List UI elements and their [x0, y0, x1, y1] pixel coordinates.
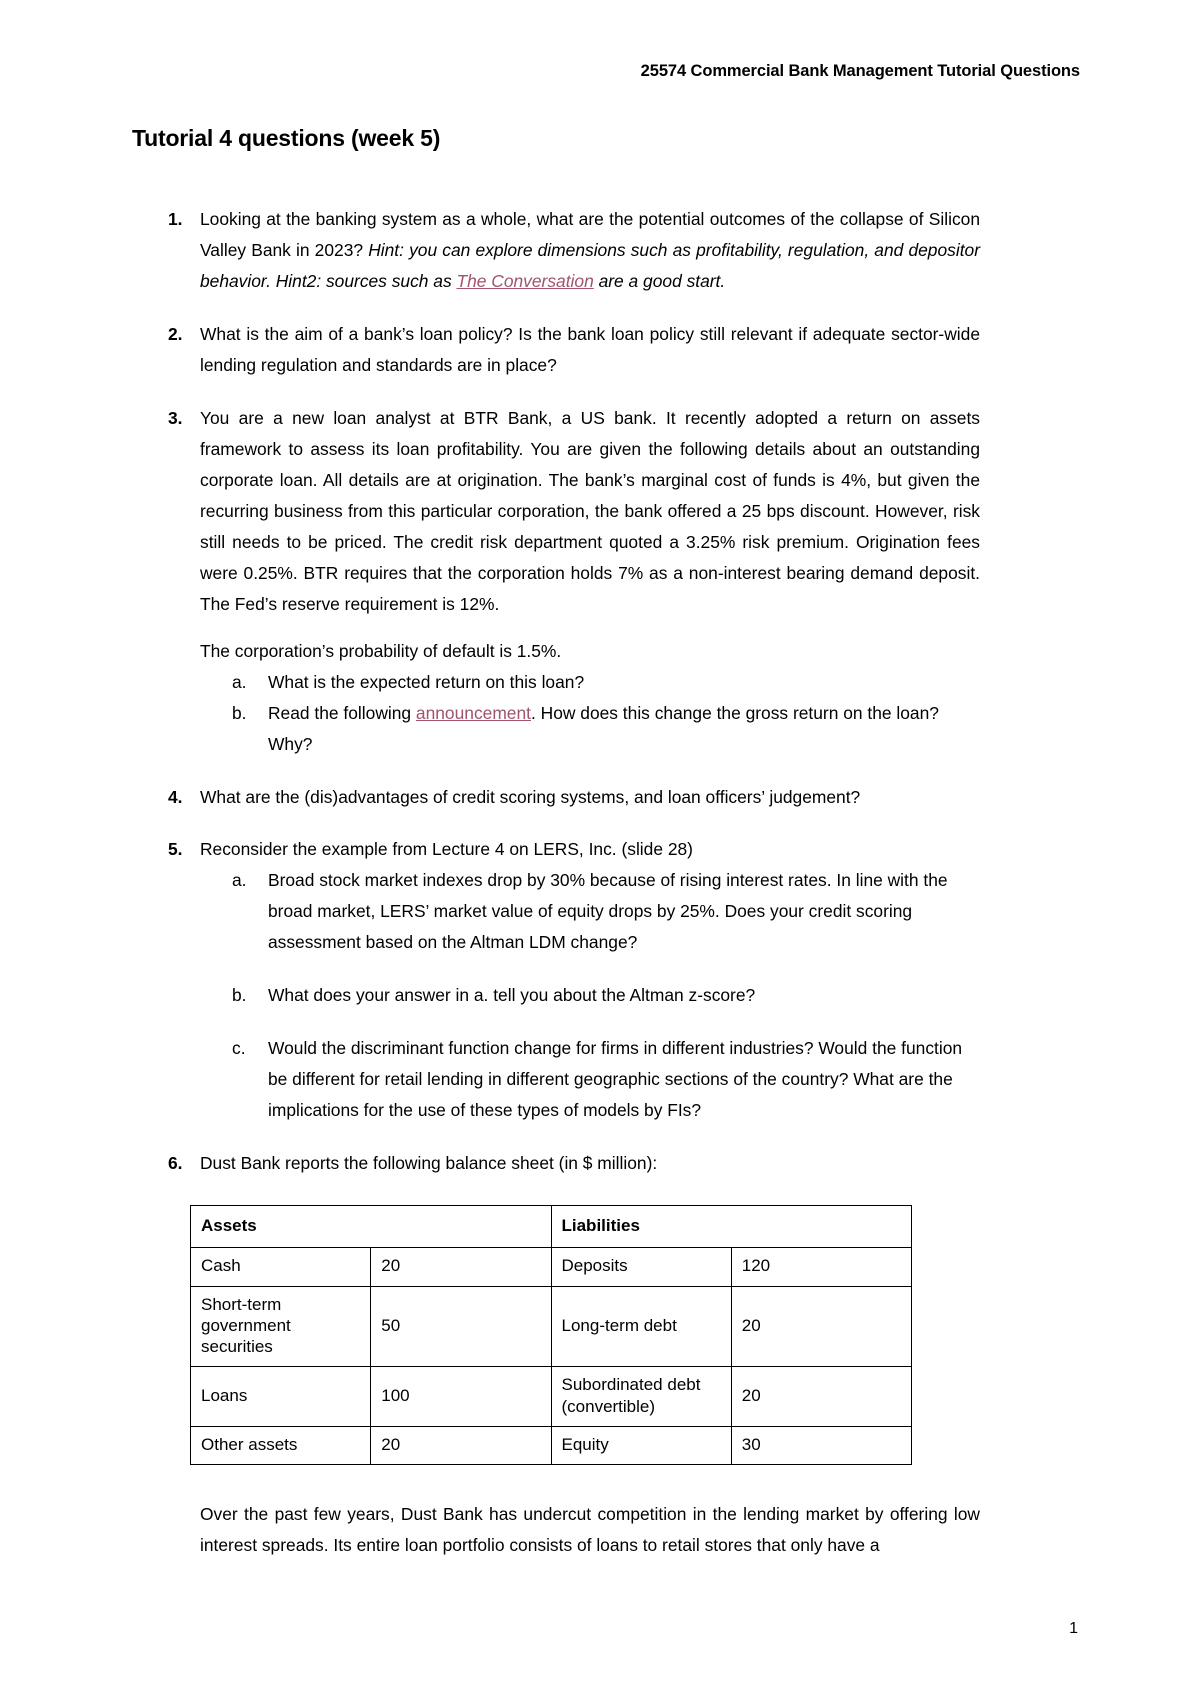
cell-liability-name: Deposits — [551, 1248, 731, 1286]
page-title: Tutorial 4 questions (week 5) — [132, 125, 441, 151]
sub-text-a: What is the expected return on this loan? — [268, 671, 585, 692]
question-list — [132, 204, 980, 1179]
question-number-2: 2. — [168, 323, 183, 344]
question-3-followup: The corporation’s probability of default is 1.5%. — [200, 640, 562, 661]
table-header-row — [191, 1206, 912, 1248]
question-text-3: You are a new loan analyst at BTR Bank, a US bank. It recently adopted a return on assets framework to assess its loan profitability. You are given the following details about an outstanding corporate loan. All details are at origination. The bank’s marginal cost of funds is 4%, but given the recurring business from this particular corporation, the bank offered a 25 bps discount. However, risk still needs to be priced. The credit risk department quoted a 3.25% risk premium. Origination fees were 0.25%. BTR requires that the corporation holds 7% as a non-interest bearing demand deposit. The Fed’s reserve requirement is 12%. — [200, 407, 980, 614]
question-3-sublist — [200, 667, 980, 760]
document-header: 25574 Commercial Bank Management Tutorial Questions — [640, 62, 1080, 80]
question-5-sublist — [200, 865, 980, 1126]
question-text-1 — [200, 204, 980, 297]
closing-paragraph: Over the past few years, Dust Bank has undercut competition in the lending market by offering low interest spreads. Its entire loan portfolio consists of loans to retail stores that only have a — [200, 1504, 980, 1556]
cell-liability-value: 20 — [731, 1286, 911, 1367]
question-number-4: 4. — [168, 786, 183, 807]
question-number-3: 3. — [168, 407, 183, 428]
question-1-hint-a: Hint: you can explore dimensions such as profitability, regulation, and depositor behavior. Hint2: sources such as — [200, 239, 980, 291]
question-text-6: Dust Bank reports the following balance sheet (in $ million): — [200, 1153, 658, 1174]
cell-asset-value: 20 — [371, 1248, 551, 1286]
sub-text-b-pre: Read the following — [268, 702, 416, 723]
the-conversation-link[interactable]: The Conversation — [456, 270, 594, 291]
question-1-hint-b: are a good start. — [593, 270, 726, 291]
question-number-5: 5. — [168, 839, 183, 860]
sub-label-5a: a. — [232, 870, 247, 891]
cell-liability-value: 120 — [731, 1248, 911, 1286]
question-text-2: What is the aim of a bank’s loan policy? Is the bank loan policy still relevant if adequate sector-wide lending regulation and standards are in place? — [200, 323, 980, 375]
sub-text-5b: What does your answer in a. tell you about the Altman z-score? — [268, 985, 756, 1006]
sub-label-5c: c. — [232, 1038, 246, 1059]
sub-label-5b: b. — [232, 985, 247, 1006]
sub-text-5a: Broad stock market indexes drop by 30% because of rising interest rates. In line with the broad market, LERS’ market value of equity drops by 25%. Does your credit scoring assessment based on the Altman LDM change? — [268, 870, 948, 953]
question-item-1 — [132, 204, 980, 297]
cell-asset-name: Loans — [191, 1367, 371, 1427]
cell-liability-value: 30 — [731, 1426, 911, 1464]
question-3-sub-a — [200, 667, 980, 698]
cell-asset-value: 100 — [371, 1367, 551, 1427]
column-header-assets: Assets — [191, 1206, 552, 1248]
sub-label-b: b. — [232, 702, 247, 723]
balance-sheet-table — [190, 1205, 912, 1465]
spacer — [200, 620, 980, 636]
sub-text-5c: Would the discriminant function change for firms in different industries? Would the function be different for retail lending in different geographic sections of the country? What are the implications for the use of these types of models by FIs? — [268, 1038, 963, 1121]
question-text-5: Reconsider the example from Lecture 4 on LERS, Inc. (slide 28) — [200, 839, 693, 860]
document-body — [132, 125, 980, 1561]
table-row — [191, 1248, 912, 1286]
question-number-1: 1. — [168, 209, 183, 229]
cell-asset-name: Other assets — [191, 1426, 371, 1464]
sub-text-b-post: . How does this change the gross return on the loan? Why? — [268, 702, 939, 754]
cell-asset-value: 50 — [371, 1286, 551, 1367]
question-5-sub-a — [200, 865, 980, 958]
question-1-body: Looking at the banking system as a whole, what are the potential outcomes of the collapse of Silicon Valley Bank in 2023? — [200, 209, 980, 260]
question-text-4: What are the (dis)advantages of credit scoring systems, and loan officers’ judgement? — [200, 786, 861, 807]
column-header-liabilities: Liabilities — [551, 1206, 912, 1248]
cell-liability-name: Equity — [551, 1426, 731, 1464]
question-item-2 — [132, 319, 980, 381]
question-5-sub-c — [200, 1033, 980, 1126]
announcement-link[interactable]: announcement — [415, 702, 531, 723]
cell-asset-value: 20 — [371, 1426, 551, 1464]
question-item-3 — [132, 403, 980, 760]
page-number: 1 — [1069, 1620, 1078, 1637]
cell-liability-value: 20 — [731, 1367, 911, 1427]
table-row — [191, 1367, 912, 1427]
question-3-sub-b — [200, 698, 980, 760]
table-row — [191, 1286, 912, 1367]
sub-label-a: a. — [232, 671, 247, 692]
question-item-5 — [132, 834, 980, 1126]
question-number-6: 6. — [168, 1153, 183, 1174]
question-item-4 — [132, 782, 980, 813]
cell-asset-name: Cash — [191, 1248, 371, 1286]
table-row — [191, 1426, 912, 1464]
cell-liability-name: Long-term debt — [551, 1286, 731, 1367]
cell-asset-name: Short-term government securities — [191, 1286, 371, 1367]
question-5-sub-b — [200, 980, 980, 1011]
cell-liability-name: Subordinated debt (convertible) — [551, 1367, 731, 1427]
question-item-6 — [132, 1148, 980, 1179]
